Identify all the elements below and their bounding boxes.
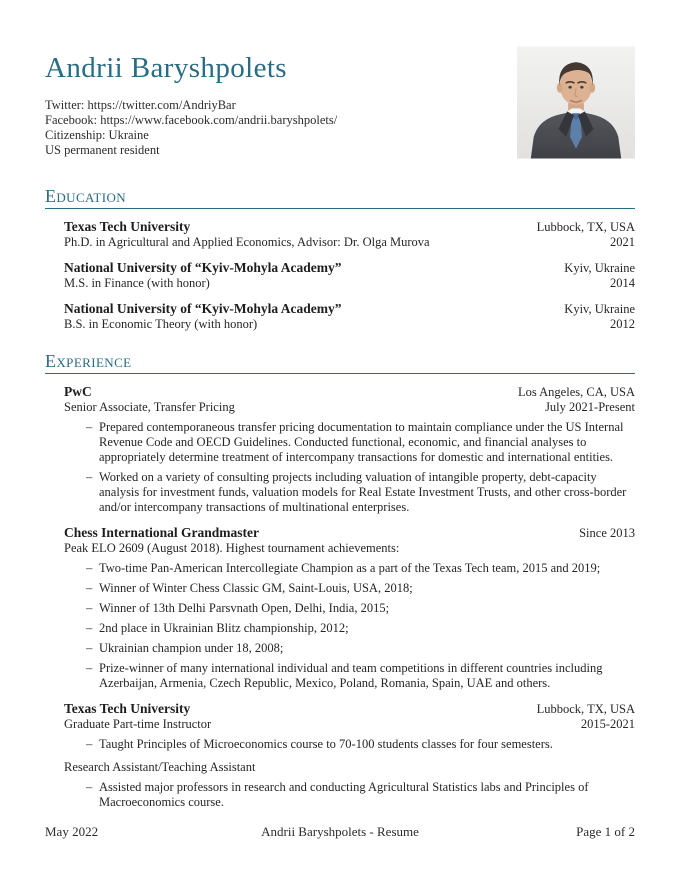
bullet-list: [64, 737, 635, 752]
experience-entry-ttu: [64, 701, 635, 810]
bullet-text: 2nd place in Ukrainian Blitz championship, 2012;: [99, 621, 349, 635]
dash-marker: –: [86, 780, 93, 794]
bullet-list: [64, 420, 635, 515]
dash-marker: –: [86, 581, 93, 595]
entry-date: Since 2013: [579, 526, 635, 540]
dash-marker: –: [86, 470, 93, 484]
entry-location: Kyiv, Ukraine: [564, 261, 635, 275]
header: [45, 46, 635, 159]
bullet-text: Taught Principles of Microeconomics course to 70-100 students classes for four semesters.: [99, 737, 553, 751]
education-entry-ttu-phd: [64, 219, 635, 250]
page-footer: [45, 824, 635, 840]
list-item: [86, 601, 635, 616]
entry-org: National University of “Kyiv-Mohyla Academy”: [64, 260, 342, 275]
experience-entry-pwc: [64, 384, 635, 515]
entry-org: Texas Tech University: [64, 219, 191, 234]
entry-role: Graduate Part-time Instructor: [64, 717, 212, 731]
entry-date: 2012: [610, 317, 635, 331]
header-text-block: [45, 46, 337, 158]
bullet-list: [64, 780, 635, 810]
entry-location: Lubbock, TX, USA: [536, 702, 635, 716]
dash-marker: –: [86, 661, 93, 675]
list-item: [86, 621, 635, 636]
education-entry-naukma-bs: [64, 301, 635, 332]
entry-detail: Ph.D. in Agricultural and Applied Economics, Advisor: Dr. Olga Murova: [64, 235, 430, 249]
bullet-text: Winner of Winter Chess Classic GM, Saint-Louis, USA, 2018;: [99, 581, 413, 595]
dash-marker: –: [86, 737, 93, 751]
list-item: [86, 470, 635, 515]
entry-detail: Peak ELO 2609 (August 2018). Highest tournament achievements:: [64, 541, 400, 555]
contact-line-residency: US permanent resident: [45, 143, 160, 157]
entry-location: Kyiv, Ukraine: [564, 302, 635, 316]
entry-detail: M.S. in Finance (with honor): [64, 276, 210, 290]
bullet-text: Winner of 13th Delhi Parsvnath Open, Delhi, India, 2015;: [99, 601, 390, 615]
education-entry-naukma-ms: [64, 260, 635, 291]
experience-entry-chess: [64, 525, 635, 691]
bullet-text: Ukrainian champion under 18, 2008;: [99, 641, 284, 655]
entry-org: PwC: [64, 384, 92, 399]
section-title-education: Education: [45, 187, 635, 209]
section-title-experience: Experience: [45, 352, 635, 374]
entry-date: 2021: [610, 235, 635, 249]
list-item: [86, 661, 635, 691]
contact-line-twitter: Twitter: https://twitter.com/AndriyBar: [45, 98, 236, 112]
bullet-text: Two-time Pan-American Intercollegiate Champion as a part of the Texas Tech team, 2015 and 2019;: [99, 561, 601, 575]
headshot-photo: [517, 46, 635, 159]
list-item: [86, 641, 635, 656]
list-item: [86, 420, 635, 465]
page-title: Andrii Baryshpolets: [45, 52, 287, 84]
dash-marker: –: [86, 420, 93, 434]
entry-date: 2014: [610, 276, 635, 290]
entry-location: Lubbock, TX, USA: [536, 220, 635, 234]
footer-title: Andrii Baryshpolets - Resume: [261, 824, 419, 839]
contact-block: [45, 98, 337, 158]
list-item: [86, 561, 635, 576]
entry-org: Chess International Grandmaster: [64, 525, 259, 540]
dash-marker: –: [86, 621, 93, 635]
dash-marker: –: [86, 641, 93, 655]
section-experience: [45, 352, 635, 810]
bullet-text: Prepared contemporaneous transfer pricing documentation to maintain compliance under the US Internal Revenue Code and OECD Guidelines. Conducted functional, economic, and financial analyses to appropriately determine treatment of intercompany transactions for domestic and international entities.: [99, 420, 624, 464]
section-education: [45, 187, 635, 332]
bullet-text: Prize-winner of many international individual and team competitions in different countries including Azerbaijan, Armenia, Czech Republic, Mexico, Poland, Romania, Spain, UAE and others.: [99, 661, 603, 690]
footer-date: May 2022: [45, 824, 99, 839]
entry-date: 2015-2021: [580, 717, 635, 731]
entry-role: Senior Associate, Transfer Pricing: [64, 400, 235, 414]
footer-page-number: Page 1 of 2: [576, 824, 636, 839]
bullet-list: [64, 561, 635, 691]
entry-location: Los Angeles, CA, USA: [517, 385, 635, 399]
dash-marker: –: [86, 601, 93, 615]
list-item: [86, 737, 635, 752]
dash-marker: –: [86, 561, 93, 575]
contact-line-facebook: Facebook: https://www.facebook.com/andrii.baryshpolets/: [45, 113, 338, 127]
list-item: [86, 780, 635, 810]
list-item: [86, 581, 635, 596]
entry-role-secondary: Research Assistant/Teaching Assistant: [64, 760, 256, 774]
entry-org: National University of “Kyiv-Mohyla Academy”: [64, 301, 342, 316]
entry-detail: B.S. in Economic Theory (with honor): [64, 317, 258, 331]
entry-org: Texas Tech University: [64, 701, 191, 716]
entry-date: July 2021-Present: [545, 400, 635, 414]
bullet-text: Worked on a variety of consulting projects including valuation of intangible property, debt-capacity analysis for investment funds, valuation models for Real Estate Investment Trusts, and other cross-border and/or intercompany transactions of multinational enterprises.: [99, 470, 627, 514]
contact-line-citizenship: Citizenship: Ukraine: [45, 128, 149, 142]
bullet-text: Assisted major professors in research and conducting Agricultural Statistics labs and Principles of Macroeconomics course.: [99, 780, 589, 809]
